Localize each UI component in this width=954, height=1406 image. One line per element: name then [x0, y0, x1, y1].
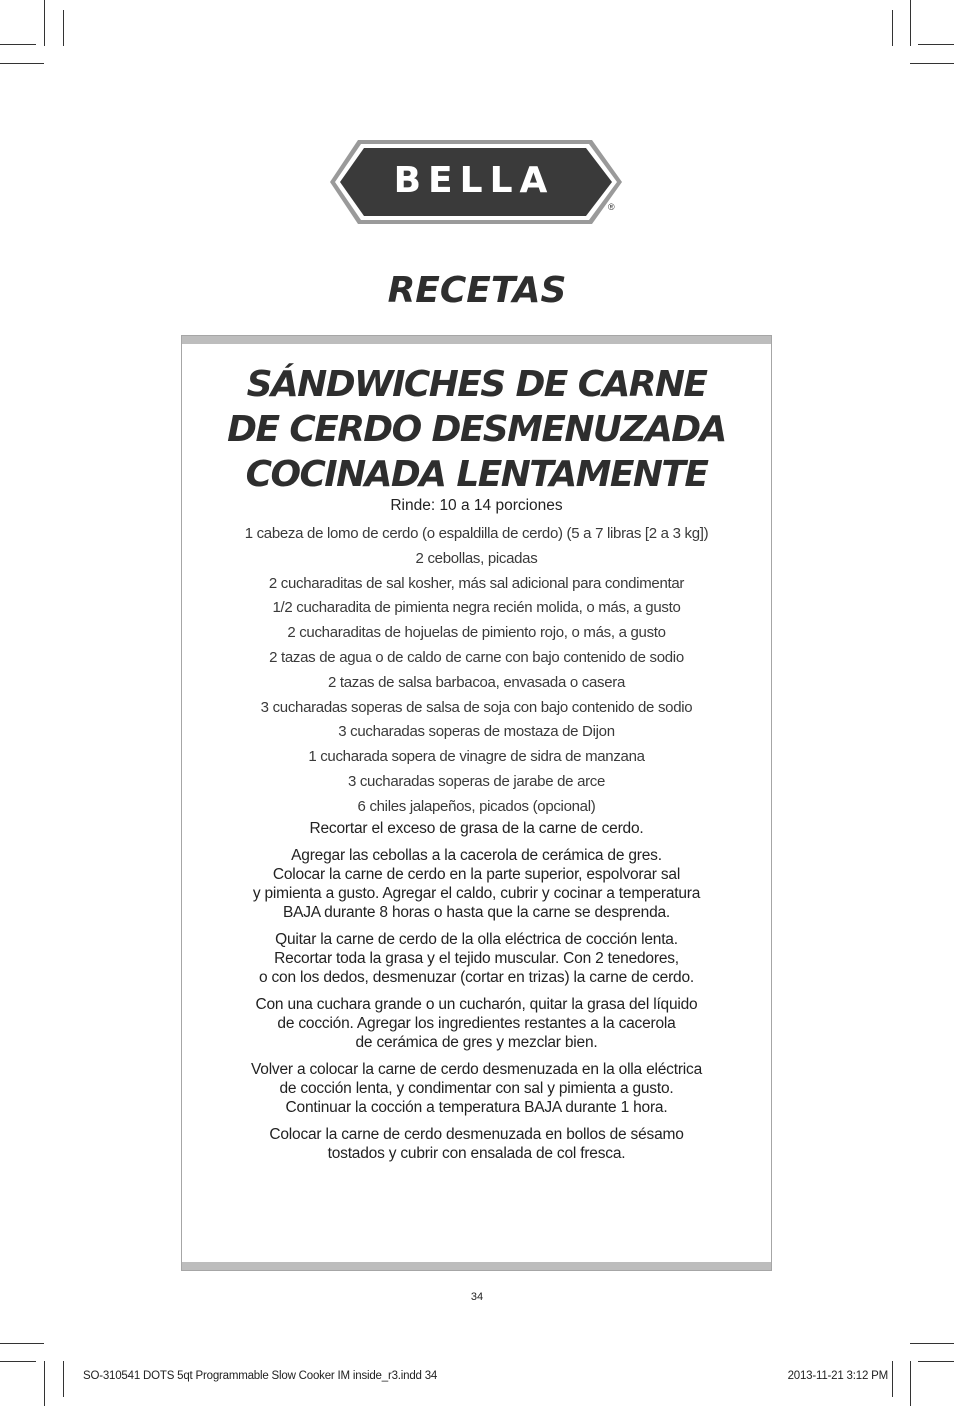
- recipe-card-bottom-bar: [182, 1262, 771, 1270]
- crop-mark: [918, 1361, 954, 1362]
- crop-mark: [0, 63, 44, 64]
- ingredient-item: 3 cucharadas soperas de salsa de soja con bajo contenido de sodio: [260, 698, 693, 716]
- crop-mark: [44, 1361, 45, 1406]
- instruction-line: Con una cuchara grande o un cucharón, quitar la grasa del líquido: [255, 996, 698, 1013]
- instruction-step: [182, 1060, 771, 1117]
- instruction-line: Colocar la carne de cerdo en la parte superior, espolvorar sal: [272, 866, 681, 883]
- crop-mark: [0, 1361, 36, 1362]
- ingredient-item: 2 cucharaditas de hojuelas de pimiento rojo, o más, a gusto: [287, 624, 666, 642]
- crop-mark: [910, 63, 954, 64]
- crop-mark: [910, 0, 911, 46]
- ingredient-list: [182, 522, 771, 820]
- crop-mark: [63, 1361, 64, 1397]
- instruction-line: Volver a colocar la carne de cerdo desmenuzada en la olla eléctrica: [250, 1061, 702, 1078]
- instruction-step: [182, 930, 771, 987]
- instruction-step: [182, 819, 771, 838]
- ingredient-item: 1 cucharada sopera de vinagre de sidra de manzana: [308, 748, 645, 766]
- instruction-line: de cerámica de gres y mezclar bien.: [355, 1034, 598, 1051]
- recipe-title-line: DE CERDO DESMENUZADA: [227, 409, 726, 450]
- ingredient-item: 2 cebollas, picadas: [415, 549, 538, 567]
- instruction-line: Recortar el exceso de grasa de la carne de cerdo.: [309, 820, 644, 837]
- instruction-step: [182, 846, 771, 922]
- section-heading: RECETAS: [387, 270, 567, 311]
- ingredient-item: 6 chiles jalapeños, picados (opcional): [357, 797, 596, 815]
- registered-mark: ®: [608, 202, 615, 212]
- bella-logo: [330, 138, 626, 228]
- instruction-line: y pimienta a gusto. Agregar el caldo, cubrir y cocinar a temperatura: [252, 885, 701, 902]
- instruction-line: Continuar la cocción a temperatura BAJA durante 1 hora.: [285, 1099, 668, 1116]
- crop-mark: [63, 10, 64, 46]
- recipe-yield: Rinde: 10 a 14 porciones: [390, 497, 563, 514]
- ingredient-item: 3 cucharadas soperas de mostaza de Dijon: [338, 723, 615, 741]
- instruction-line: Recortar toda la grasa y el tejido muscular. Con 2 tenedores,: [274, 950, 679, 967]
- crop-mark: [892, 1361, 893, 1397]
- recipe-title-line: SÁNDWICHES DE CARNE: [246, 364, 707, 405]
- recipe-card-top-bar: [182, 336, 771, 344]
- instruction-steps: [182, 819, 771, 1171]
- instruction-step: [182, 995, 771, 1052]
- ingredient-item: 2 tazas de agua o de caldo de carne con bajo contenido de sodio: [269, 648, 684, 666]
- crop-mark: [918, 44, 954, 45]
- crop-mark: [910, 1343, 954, 1344]
- ingredient-item: 2 cucharaditas de sal kosher, más sal adicional para condimentar: [268, 574, 685, 592]
- ingredient-item: 1 cabeza de lomo de cerdo (o espaldilla de cerdo) (5 a 7 libras [2 a 3 kg]): [244, 525, 709, 542]
- crop-mark: [0, 1343, 44, 1344]
- ingredient-item: 2 tazas de salsa barbacoa, envasada o casera: [327, 673, 625, 691]
- recipe-title: [182, 362, 771, 497]
- page-number: 34: [470, 1291, 484, 1303]
- footer-file-info: SO-310541 DOTS 5qt Programmable Slow Cooker IM inside_r3.indd 34: [83, 1370, 438, 1382]
- ingredient-item: 1/2 cucharadita de pimienta negra recién molida, o más, a gusto: [272, 599, 681, 617]
- instruction-line: tostados y cubrir con ensalada de col fresca.: [327, 1145, 626, 1162]
- instruction-line: de cocción. Agregar los ingredientes restantes a la cacerola: [277, 1015, 676, 1032]
- instruction-step: [182, 1125, 771, 1163]
- instruction-line: Agregar las cebollas a la cacerola de cerámica de gres.: [291, 847, 662, 864]
- recipe-card: [181, 335, 772, 1271]
- ingredient-item: 3 cucharadas soperas de jarabe de arce: [347, 772, 606, 790]
- recipe-title-line: COCINADA LENTAMENTE: [245, 454, 708, 495]
- crop-mark: [892, 10, 893, 46]
- crop-mark: [910, 1361, 911, 1406]
- instruction-line: Colocar la carne de cerdo desmenuzada en bollos de sésamo: [269, 1126, 684, 1143]
- logo-text: BELLA: [393, 160, 555, 201]
- instruction-line: o con los dedos, desmenuzar (cortar en trizas) la carne de cerdo.: [258, 969, 694, 986]
- crop-mark: [44, 0, 45, 46]
- crop-mark: [0, 44, 36, 45]
- instruction-line: de cocción lenta, y condimentar con sal y pimienta a gusto.: [279, 1080, 674, 1097]
- instruction-line: BAJA durante 8 horas o hasta que la carne se desprenda.: [282, 904, 671, 921]
- footer-timestamp: 2013-11-21 3:12 PM: [787, 1370, 888, 1382]
- instruction-line: Quitar la carne de cerdo de la olla eléctrica de cocción lenta.: [275, 931, 678, 948]
